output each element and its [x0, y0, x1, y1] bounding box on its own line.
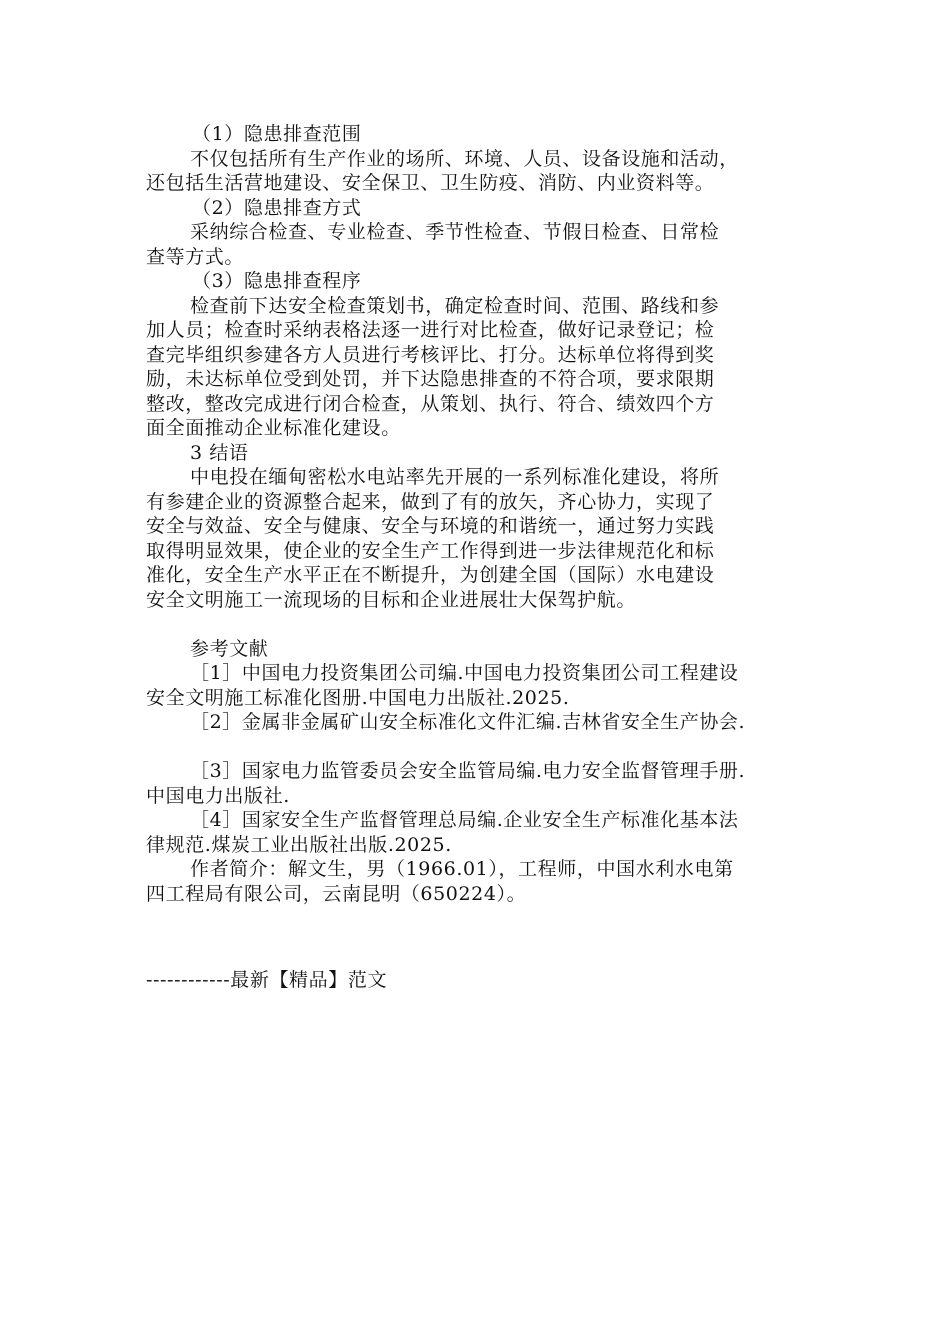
paragraph-line: 整改，整改完成进行闭合检查，从策划、执行、符合、绩效四个方	[146, 392, 715, 415]
reference-item-3-cont: 中国电力出版社.	[146, 784, 290, 807]
paragraph-line: 面全面推动企业标准化建设。	[146, 417, 401, 439]
paragraph-line: 检查前下达安全检查策划书，确定检查时间、范围、路线和参	[190, 294, 720, 317]
blank-line	[146, 735, 818, 760]
references-heading: 参考文献	[190, 637, 269, 660]
paragraph-line: 中电投在缅甸密松水电站率先开展的一系列标准化建设，将所	[190, 466, 720, 488]
paragraph-line: 有参建企业的资源整合起来，做到了有的放矢，齐心协力，实现了	[146, 490, 715, 513]
reference-item-1-cont: 安全文明施工标准化图册.中国电力出版社.2025.	[146, 686, 570, 709]
document-body	[146, 122, 818, 906]
reference-item-3: ［3］国家电力监管委员会安全监管局编.电力安全监督管理手册.	[190, 760, 746, 782]
blank-line	[146, 612, 818, 637]
section-heading-method: （2）隐患排查方式	[192, 196, 362, 219]
author-bio: 作者简介：解文生，男（1966.01），工程师，中国水利水电第	[190, 858, 734, 880]
paragraph-line: 安全与效益、安全与健康、安全与环境的和谐统一，通过努力实践	[146, 515, 715, 537]
author-bio-cont: 四工程局有限公司，云南昆明（650224）。	[146, 882, 527, 905]
paragraph-line: 采纳综合检查、专业检查、季节性检查、节假日检查、日常检	[190, 221, 720, 243]
paragraph-line: 加人员；检查时采纳表格法逐一进行对比检查，做好记录登记；检	[146, 319, 715, 341]
reference-item-1: ［1］中国电力投资集团公司编.中国电力投资集团公司工程建设	[190, 662, 739, 684]
reference-item-4: ［4］国家安全生产监督管理总局编.企业安全生产标准化基本法	[190, 809, 739, 831]
reference-item-4-cont: 律规范.煤炭工业出版社出版.2025.	[146, 833, 452, 856]
section-heading-conclusion: 3 结语	[190, 441, 249, 464]
paragraph-line: 查完毕组织参建各方人员进行考核评比、打分。达标单位将得到奖	[146, 343, 715, 366]
paragraph-line: 还包括生活营地建设、安全保卫、卫生防疫、消防、内业资料等。	[146, 172, 715, 194]
paragraph-line: 取得明显效果，使企业的安全生产工作得到进一步法律规范化和标	[146, 539, 715, 562]
footer-text: ------------最新【精品】范文	[146, 969, 388, 991]
section-heading-procedure: （3）隐患排查程序	[192, 270, 362, 292]
paragraph-line: 安全文明施工一流现场的目标和企业进展壮大保驾护航。	[146, 588, 637, 611]
paragraph-line: 励，未达标单位受到处罚，并下达隐患排查的不符合项，要求限期	[146, 368, 715, 390]
section-heading-scope: （1）隐患排查范围	[192, 123, 362, 145]
reference-item-2: ［2］金属非金属矿山安全标准化文件汇编.吉林省安全生产协会.	[190, 711, 746, 733]
paragraph-line: 查等方式。	[146, 245, 245, 268]
paragraph-line: 不仅包括所有生产作业的场所、环境、人员、设备设施和活动，	[190, 147, 739, 170]
paragraph-line: 准化，安全生产水平正在不断提升，为创建全国（国际）水电建设	[146, 564, 715, 586]
